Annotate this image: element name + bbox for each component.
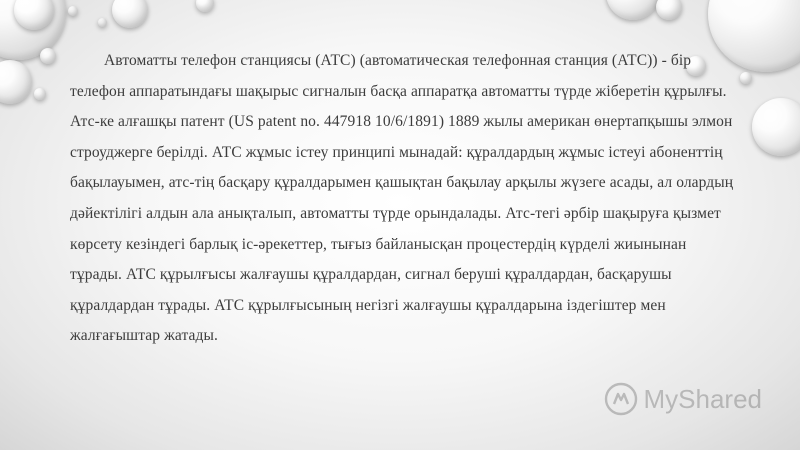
watermark [604, 382, 763, 416]
watermark-text: MyShared [643, 383, 762, 414]
myshared-logo-icon [604, 382, 638, 416]
slide-body-text [70, 46, 740, 352]
water-droplet-icon [112, 0, 148, 28]
water-droplet-icon [40, 48, 56, 64]
water-droplet-icon [0, 60, 32, 104]
water-droplet-icon [196, 0, 214, 12]
water-droplet-icon [98, 18, 107, 27]
water-droplet-icon [752, 98, 800, 156]
water-droplet-icon [656, 0, 682, 20]
slide-paragraph: Автоматты телефон станциясы (АТС) (автоматическая телефонная станция (АТС)) - бір телефон аппаратындағы шақырыс сигналын басқа аппаратқа автоматты түрде жіберетін құрылғы. Атс-ке алғашқы патент (US patent no. 447918 10/6/1891) 1889 жылы америкaн өнертапқышы элмон строуджерге берілді. АТС жұмыс істеу принципі мынадай: құралдардың жұмыс істеуі абоненттің бақылауымен, атс-тің басқару құралдарымен қашықтан бақылау арқылы жүзеге асады, ал олардың дәйектілігі алдын ала анықталып, автоматты түрде орындалады. Атс-тегі әрбір шақыруға қызмет көрсету кезіндегі барлық іс-әрекеттер, тығыз байланысқан процестердің күрделі жиынынан тұрады. АТС құрылғысы жалғаушы құралдардан, сигнал беруші құралдардан, басқарушы құралдардан тұрады. АТС құрылғысының негізгі жалғаушы құралдарына іздегіштер мен жалғағыштар жатады. [70, 52, 734, 345]
water-droplet-icon [68, 6, 78, 16]
water-droplet-icon [606, 0, 660, 20]
water-droplet-icon [740, 72, 752, 84]
water-droplet-icon [34, 88, 46, 100]
